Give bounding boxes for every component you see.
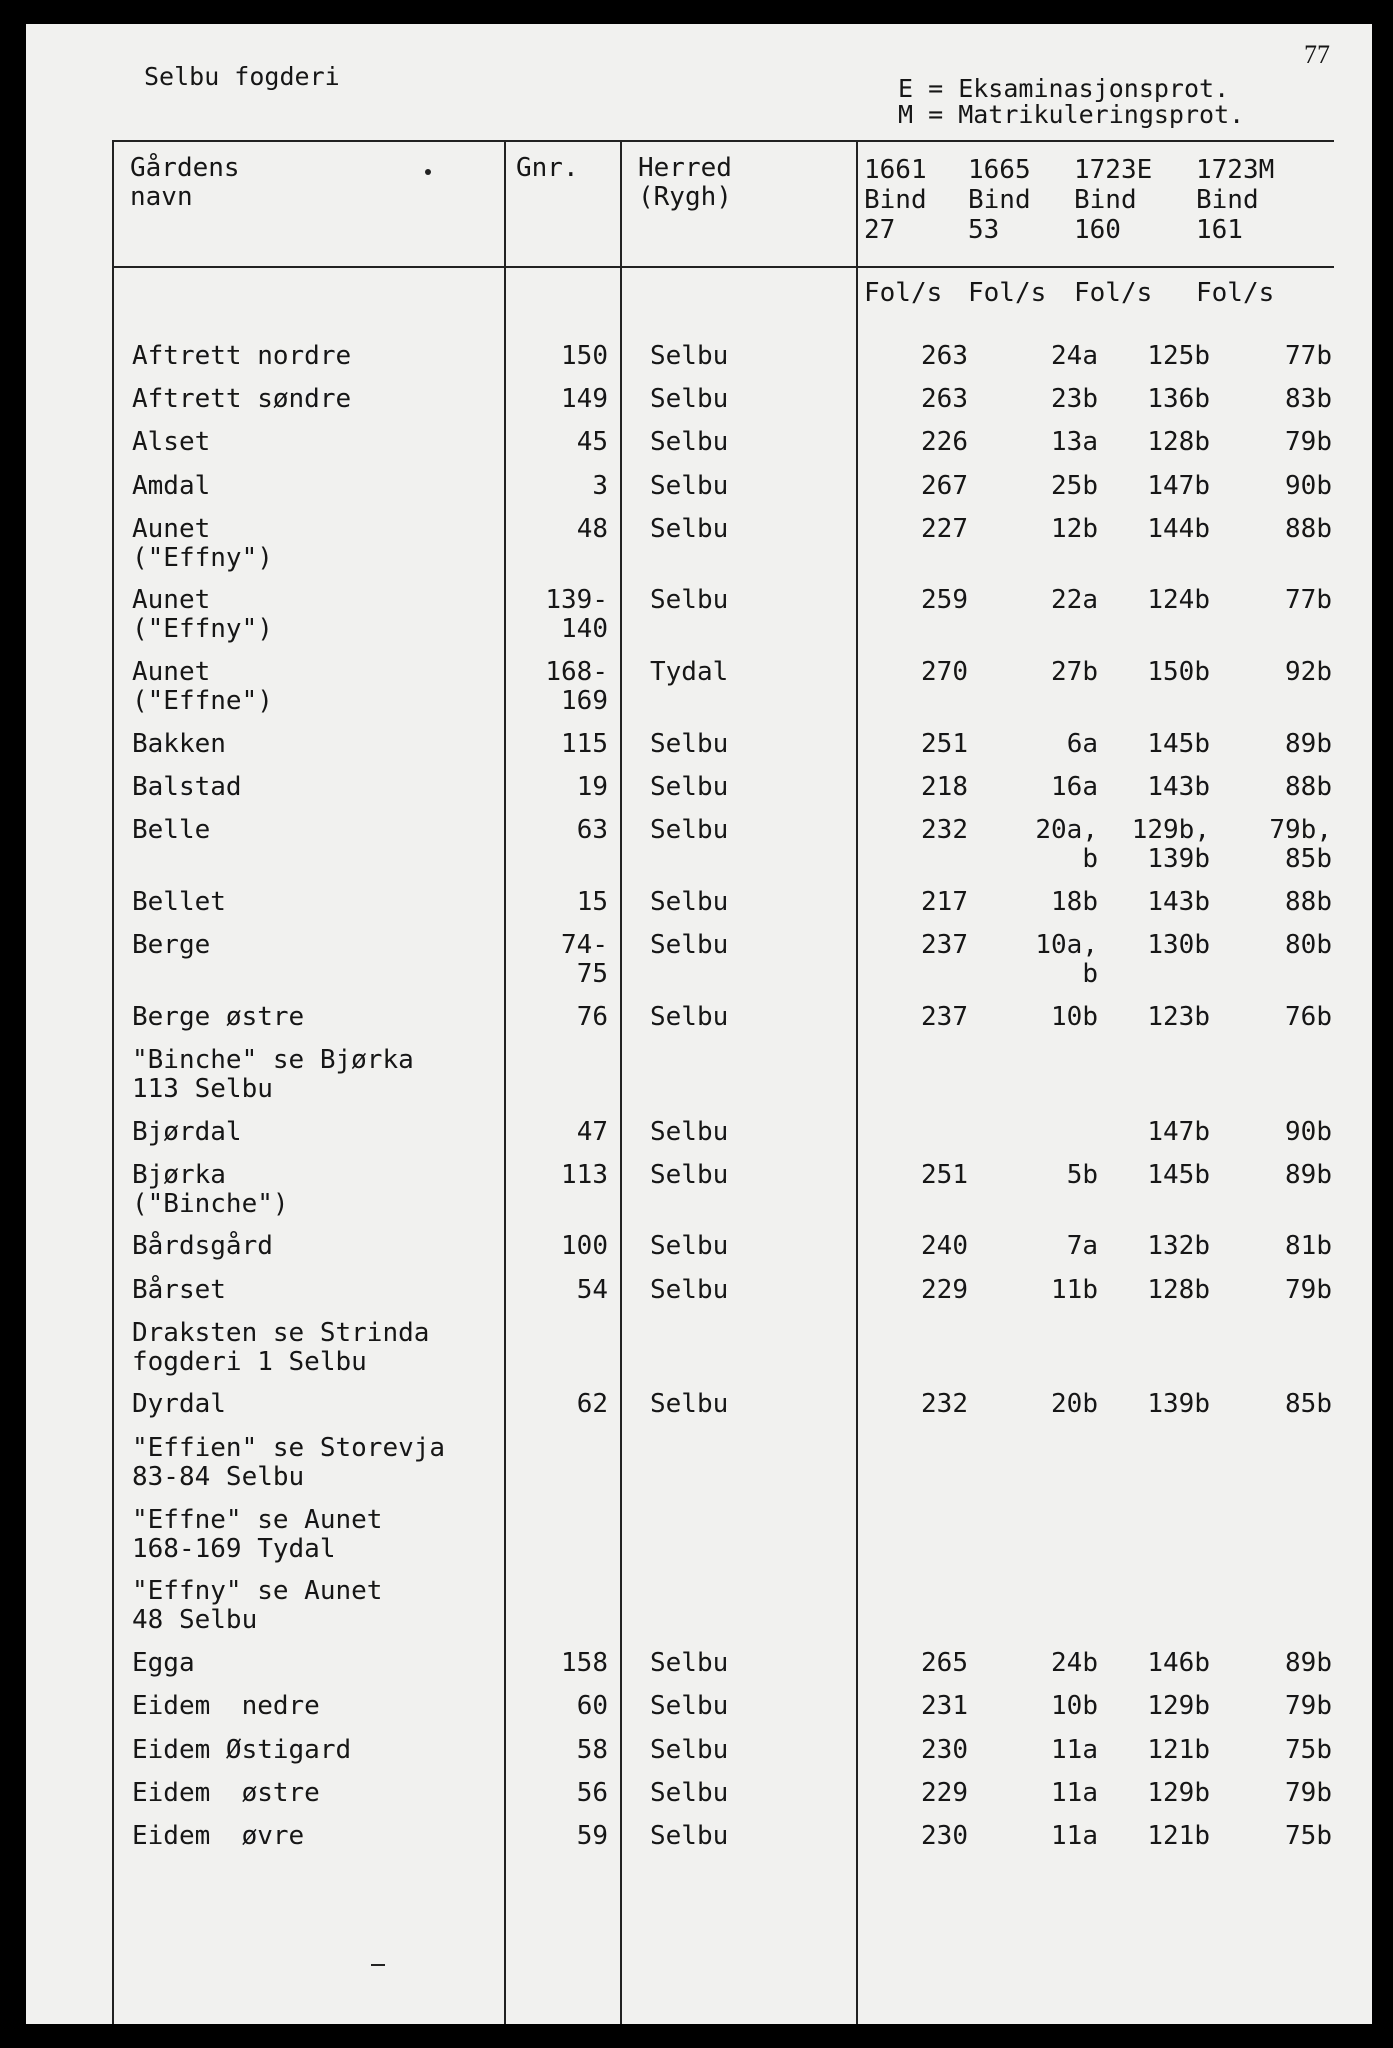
fol-1723m-cell: 89b	[1285, 729, 1332, 759]
gnr-cell: 63	[576, 815, 608, 845]
fol-1661-cell: 217	[921, 887, 968, 917]
fol-1665-cell: 6a	[1066, 729, 1098, 759]
fol-1661-cell: 259	[921, 585, 968, 615]
fol-1661-cell: 229	[921, 1778, 968, 1808]
farm-name-cell: Eidem østre	[132, 1778, 320, 1808]
gnr-cell: 113	[561, 1160, 608, 1190]
fol-1665-cell: 7a	[1066, 1231, 1098, 1261]
farm-name-cell: Aunet ("Effny")	[132, 585, 273, 644]
fol-1661-cell: 240	[921, 1231, 968, 1261]
herred-cell: Selbu	[650, 1648, 729, 1678]
fol-1661-cell: 231	[921, 1691, 968, 1721]
farm-name-cell: Draksten se Strinda fogderi 1 Selbu	[132, 1318, 430, 1377]
fol-1723e-cell: 128b	[1147, 1275, 1210, 1305]
fol-1723m-cell: 79b	[1285, 1691, 1332, 1721]
fol-1723m-cell: 79b	[1285, 427, 1332, 457]
farm-name-cell: Belle	[132, 815, 211, 845]
fol-1723m-cell: 79b, 85b	[1269, 815, 1332, 874]
stray-dash	[371, 1964, 385, 1966]
fol-1723e-cell: 136b	[1147, 384, 1210, 414]
fol-1723e-cell: 145b	[1147, 1160, 1210, 1190]
fol-label-1661: Fol/s	[864, 278, 943, 308]
farm-name-cell: Dyrdal	[132, 1389, 226, 1419]
header-gardens-navn: Gårdens navn	[130, 153, 240, 212]
fol-1661-cell: 229	[921, 1275, 968, 1305]
fol-1665-cell: 11a	[1051, 1778, 1098, 1808]
herred-cell: Selbu	[650, 1231, 729, 1261]
header-1665: 1665 Bind 53	[968, 155, 1031, 245]
fol-1723m-cell: 88b	[1285, 514, 1332, 544]
fol-1661-cell: 267	[921, 471, 968, 501]
fol-1665-cell: 24a	[1051, 341, 1098, 371]
herred-cell: Selbu	[650, 1160, 729, 1190]
herred-cell: Selbu	[650, 427, 729, 457]
fol-1665-cell: 25b	[1051, 471, 1098, 501]
header-bottom-rule	[112, 266, 1334, 268]
fol-1661-cell: 232	[921, 1389, 968, 1419]
herred-left-rule	[620, 140, 622, 2024]
fol-1723m-cell: 90b	[1285, 471, 1332, 501]
farm-name-cell: Bakken	[132, 729, 226, 759]
herred-cell: Selbu	[650, 1691, 729, 1721]
legend-e: E = Eksaminasjonsprot.	[898, 74, 1230, 103]
farm-name-cell: Bjørka ("Binche")	[132, 1160, 289, 1219]
fol-1723e-cell: 147b	[1147, 471, 1210, 501]
gnr-cell: 45	[576, 427, 608, 457]
fol-1665-cell: 12b	[1051, 514, 1098, 544]
fol-1723m-cell: 88b	[1285, 887, 1332, 917]
fol-1723m-cell: 81b	[1285, 1231, 1332, 1261]
herred-cell: Selbu	[650, 471, 729, 501]
farm-name-cell: Bjørdal	[132, 1117, 242, 1147]
herred-cell: Selbu	[650, 1778, 729, 1808]
herred-cell: Selbu	[650, 1117, 729, 1147]
farm-name-cell: Alset	[132, 427, 211, 457]
legend-m: M = Matrikuleringsprot.	[898, 100, 1245, 129]
fol-1665-cell: 10a, b	[1035, 930, 1098, 989]
fol-1661-cell: 232	[921, 815, 968, 845]
fol-1723e-cell: 139b	[1147, 1389, 1210, 1419]
fol-label-1723m: Fol/s	[1196, 278, 1275, 308]
gnr-cell: 149	[561, 384, 608, 414]
fol-1723e-cell: 145b	[1147, 729, 1210, 759]
table-top-rule	[112, 140, 1334, 142]
fol-1665-cell: 16a	[1051, 772, 1098, 802]
farm-name-cell: "Effne" se Aunet 168-169 Tydal	[132, 1505, 383, 1564]
herred-cell: Selbu	[650, 585, 729, 615]
fol-1723m-cell: 79b	[1285, 1778, 1332, 1808]
farm-name-cell: "Effny" se Aunet 48 Selbu	[132, 1576, 383, 1635]
fol-1665-cell: 18b	[1051, 887, 1098, 917]
gnr-cell: 58	[576, 1735, 608, 1765]
farm-name-cell: Berge	[132, 930, 211, 960]
fol-1723m-cell: 76b	[1285, 1002, 1332, 1032]
fol-1661-cell: 251	[921, 1160, 968, 1190]
gnr-cell: 48	[576, 514, 608, 544]
document-page	[26, 24, 1372, 2024]
gnr-cell: 76	[576, 1002, 608, 1032]
header-1723e: 1723E Bind 160	[1074, 155, 1153, 245]
herred-cell: Selbu	[650, 815, 729, 845]
herred-cell: Selbu	[650, 1002, 729, 1032]
fol-1665-cell: 20a, b	[1035, 815, 1098, 874]
farm-name-cell: "Effien" se Storevja 83-84 Selbu	[132, 1433, 446, 1492]
fol-1661-cell: 265	[921, 1648, 968, 1678]
herred-cell: Selbu	[650, 384, 729, 414]
fol-1665-cell: 11b	[1051, 1275, 1098, 1305]
fol-1723m-cell: 90b	[1285, 1117, 1332, 1147]
gnr-cell: 3	[592, 471, 608, 501]
fol-1661-cell: 227	[921, 514, 968, 544]
herred-cell: Selbu	[650, 1735, 729, 1765]
fol-1665-cell: 11a	[1051, 1735, 1098, 1765]
gnr-cell: 115	[561, 729, 608, 759]
fol-1723m-cell: 89b	[1285, 1160, 1332, 1190]
fol-1723m-cell: 88b	[1285, 772, 1332, 802]
herred-cell: Selbu	[650, 1275, 729, 1305]
fol-1723e-cell: 125b	[1147, 341, 1210, 371]
farm-name-cell: Amdal	[132, 471, 211, 501]
volumes-left-rule	[856, 140, 858, 2024]
header-gnr: Gnr.	[516, 153, 579, 183]
fol-1661-cell: 251	[921, 729, 968, 759]
gnr-cell: 54	[576, 1275, 608, 1305]
fol-1665-cell: 13a	[1051, 427, 1098, 457]
farm-name-cell: Bellet	[132, 887, 226, 917]
fol-1661-cell: 226	[921, 427, 968, 457]
farm-name-cell: Eidem Østigard	[132, 1735, 352, 1765]
fol-1723e-cell: 150b	[1147, 657, 1210, 687]
farm-name-cell: Aunet ("Effne")	[132, 657, 273, 716]
fol-1723e-cell: 121b	[1147, 1735, 1210, 1765]
header-herred: Herred (Rygh)	[638, 153, 732, 212]
herred-cell: Tydal	[650, 657, 729, 687]
fol-1661-cell: 263	[921, 384, 968, 414]
fol-1723m-cell: 75b	[1285, 1735, 1332, 1765]
fol-1723m-cell: 83b	[1285, 384, 1332, 414]
gnr-cell: 60	[576, 1691, 608, 1721]
fol-1665-cell: 27b	[1051, 657, 1098, 687]
herred-cell: Selbu	[650, 1389, 729, 1419]
farm-name-cell: Bårdsgård	[132, 1231, 273, 1261]
fol-1723m-cell: 85b	[1285, 1389, 1332, 1419]
fol-1723e-cell: 129b, 139b	[1131, 815, 1210, 874]
fol-1723e-cell: 129b	[1147, 1691, 1210, 1721]
gnr-left-rule	[504, 140, 506, 2024]
herred-cell: Selbu	[650, 772, 729, 802]
fol-label-1723e: Fol/s	[1074, 278, 1153, 308]
fol-1723e-cell: 143b	[1147, 772, 1210, 802]
farm-name-cell: Aftrett søndre	[132, 384, 352, 414]
fol-1661-cell: 218	[921, 772, 968, 802]
fol-1661-cell: 237	[921, 1002, 968, 1032]
fol-1661-cell: 230	[921, 1735, 968, 1765]
fol-1723e-cell: 130b	[1147, 930, 1210, 960]
fol-1665-cell: 23b	[1051, 384, 1098, 414]
fol-1661-cell: 263	[921, 341, 968, 371]
district-title: Selbu fogderi	[144, 62, 340, 91]
fol-1665-cell: 24b	[1051, 1648, 1098, 1678]
gnr-cell: 59	[576, 1821, 608, 1851]
fol-1723m-cell: 77b	[1285, 585, 1332, 615]
herred-cell: Selbu	[650, 341, 729, 371]
fol-1665-cell: 10b	[1051, 1691, 1098, 1721]
gnr-cell: 47	[576, 1117, 608, 1147]
fol-1661-cell: 270	[921, 657, 968, 687]
farm-name-cell: Aunet ("Effny")	[132, 514, 273, 573]
farm-name-cell: "Binche" se Bjørka 113 Selbu	[132, 1045, 414, 1104]
gnr-cell: 139- 140	[545, 585, 608, 644]
fol-1723m-cell: 79b	[1285, 1275, 1332, 1305]
fol-1723e-cell: 128b	[1147, 427, 1210, 457]
fol-1723e-cell: 132b	[1147, 1231, 1210, 1261]
herred-cell: Selbu	[650, 729, 729, 759]
fol-1723e-cell: 147b	[1147, 1117, 1210, 1147]
table-left-rule	[112, 140, 114, 2024]
gnr-cell: 158	[561, 1648, 608, 1678]
fol-1723m-cell: 89b	[1285, 1648, 1332, 1678]
herred-cell: Selbu	[650, 887, 729, 917]
fol-1665-cell: 22a	[1051, 585, 1098, 615]
gnr-cell: 56	[576, 1778, 608, 1808]
gnr-cell: 74- 75	[561, 930, 608, 989]
fol-1723e-cell: 121b	[1147, 1821, 1210, 1851]
fol-1661-cell: 230	[921, 1821, 968, 1851]
gnr-cell: 168- 169	[545, 657, 608, 716]
fol-1723e-cell: 144b	[1147, 514, 1210, 544]
gnr-cell: 15	[576, 887, 608, 917]
farm-name-cell: Balstad	[132, 772, 242, 802]
fol-1723m-cell: 75b	[1285, 1821, 1332, 1851]
fol-1665-cell: 20b	[1051, 1389, 1098, 1419]
fol-1723e-cell: 124b	[1147, 585, 1210, 615]
farm-name-cell: Eidem øvre	[132, 1821, 305, 1851]
fol-1723e-cell: 146b	[1147, 1648, 1210, 1678]
fol-1723e-cell: 129b	[1147, 1778, 1210, 1808]
fol-label-1665: Fol/s	[968, 278, 1047, 308]
herred-cell: Selbu	[650, 514, 729, 544]
farm-name-cell: Aftrett nordre	[132, 341, 352, 371]
gnr-cell: 100	[561, 1231, 608, 1261]
fol-1665-cell: 5b	[1066, 1160, 1098, 1190]
fol-1723m-cell: 92b	[1285, 657, 1332, 687]
header-1723m: 1723M Bind 161	[1196, 155, 1275, 245]
fol-1723e-cell: 123b	[1147, 1002, 1210, 1032]
herred-cell: Selbu	[650, 930, 729, 960]
farm-name-cell: Egga	[132, 1648, 195, 1678]
page-number: 77	[1304, 40, 1330, 69]
fol-1661-cell: 237	[921, 930, 968, 960]
herred-cell: Selbu	[650, 1821, 729, 1851]
fol-1723e-cell: 143b	[1147, 887, 1210, 917]
gnr-cell: 19	[576, 772, 608, 802]
stray-dot	[425, 169, 431, 175]
fol-1723m-cell: 80b	[1285, 930, 1332, 960]
fol-1723m-cell: 77b	[1285, 341, 1332, 371]
farm-name-cell: Eidem nedre	[132, 1691, 320, 1721]
farm-name-cell: Bårset	[132, 1275, 226, 1305]
fol-1665-cell: 10b	[1051, 1002, 1098, 1032]
header-1661: 1661 Bind 27	[864, 155, 927, 245]
fol-1665-cell: 11a	[1051, 1821, 1098, 1851]
gnr-cell: 150	[561, 341, 608, 371]
farm-name-cell: Berge østre	[132, 1002, 305, 1032]
gnr-cell: 62	[576, 1389, 608, 1419]
